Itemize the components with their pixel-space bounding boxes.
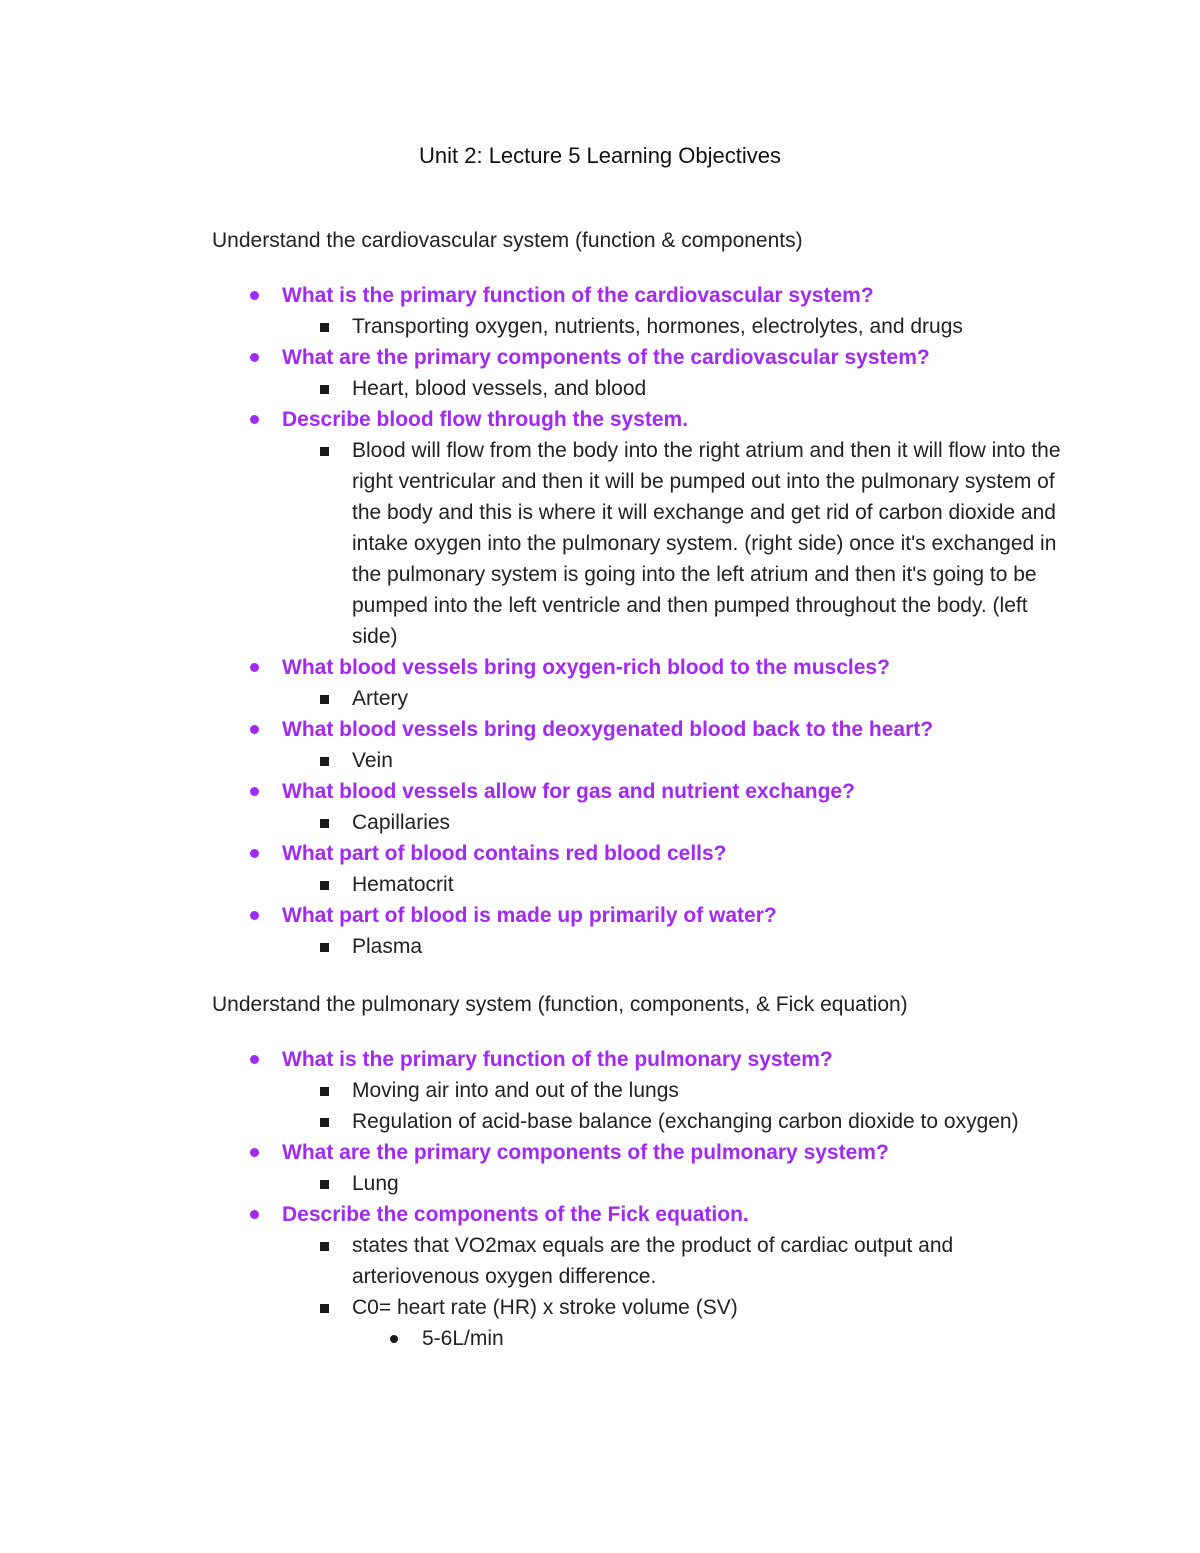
bullet-dot-icon [250,663,259,672]
question-item [212,652,1112,714]
question-text: Describe blood flow through the system. [282,408,689,431]
bullet-square-icon [320,943,329,952]
question-text: What part of blood contains red blood cells? [282,842,727,865]
answer-text: Moving air into and out of the lungs [352,1079,679,1102]
bullet-dot-icon [250,1210,259,1219]
answer-list [282,1230,1112,1354]
question-item [212,280,1112,342]
answer-item [282,1230,1112,1292]
question-item [212,714,1112,776]
answer-text: Lung [352,1172,399,1195]
answer-list [282,1075,1112,1137]
question-item [212,838,1112,900]
section-heading: Understand the cardiovascular system (function & components) [212,229,803,252]
bullet-square-icon [320,385,329,394]
question-text: What is the primary function of the cardiovascular system? [282,284,874,307]
question-item [212,776,1112,838]
sub-answer-item [352,1323,1112,1354]
sub-answer-text: 5-6L/min [422,1327,504,1350]
question-item [212,1199,1112,1354]
answer-list [282,683,1112,714]
answer-text: Regulation of acid-base balance (exchanging carbon dioxide to oxygen) [352,1110,1019,1133]
bullet-dot-icon [250,787,259,796]
question-list [212,280,1112,962]
question-item [212,900,1112,962]
question-text: What are the primary components of the pulmonary system? [282,1141,889,1164]
answer-text: Transporting oxygen, nutrients, hormones, electrolytes, and drugs [352,315,963,338]
answer-item [282,869,1112,900]
bullet-square-icon [320,695,329,704]
bullet-dot-icon [250,415,259,424]
answer-item [282,373,1112,404]
answer-item [282,435,1112,652]
bullet-dot-icon [390,1335,398,1343]
answer-list [282,373,1112,404]
bullet-dot-icon [250,1055,259,1064]
bullet-square-icon [320,1242,329,1251]
bullet-dot-icon [250,725,259,734]
answer-item [282,683,1112,714]
question-item [212,1044,1112,1137]
bullet-dot-icon [250,911,259,920]
bullet-square-icon [320,1118,329,1127]
answer-list [282,869,1112,900]
bullet-square-icon [320,819,329,828]
answer-list [282,435,1112,652]
question-text: What blood vessels bring oxygen-rich blood to the muscles? [282,656,890,679]
section-cardiovascular [212,225,1112,962]
answer-text: Artery [352,687,409,710]
answer-list [282,807,1112,838]
question-text: What blood vessels bring deoxygenated blood back to the heart? [282,718,934,741]
question-item [212,1137,1112,1199]
question-text: What blood vessels allow for gas and nutrient exchange? [282,780,855,803]
question-item [212,342,1112,404]
question-item [212,404,1112,652]
bullet-square-icon [320,447,329,456]
answer-item [282,311,1112,342]
answer-text: Heart, blood vessels, and blood [352,377,647,400]
question-text: Describe the components of the Fick equation. [282,1203,749,1226]
answer-list [282,931,1112,962]
bullet-dot-icon [250,849,259,858]
answer-text: Hematocrit [352,873,454,896]
bullet-square-icon [320,881,329,890]
answer-item [282,1168,1112,1199]
bullet-dot-icon [250,1148,259,1157]
section-heading: Understand the pulmonary system (function, components, & Fick equation) [212,993,908,1016]
question-text: What part of blood is made up primarily of water? [282,904,777,927]
bullet-square-icon [320,1180,329,1189]
bullet-square-icon [320,323,329,332]
question-text: What are the primary components of the cardiovascular system? [282,346,930,369]
answer-text: Plasma [352,935,423,958]
page-title: Unit 2: Lecture 5 Learning Objectives [419,143,781,168]
bullet-square-icon [320,1304,329,1313]
answer-item [282,1075,1112,1106]
bullet-square-icon [320,1087,329,1096]
bullet-dot-icon [250,353,259,362]
answer-item [282,1106,1112,1137]
answer-list [282,1168,1112,1199]
sub-answer-list [352,1323,1112,1354]
answer-list [282,311,1112,342]
answer-item [282,807,1112,838]
question-text: What is the primary function of the pulmonary system? [282,1048,833,1071]
question-list [212,1044,1112,1354]
answer-text: C0= heart rate (HR) x stroke volume (SV) [352,1296,738,1319]
bullet-square-icon [320,757,329,766]
answer-item [282,1292,1112,1354]
section-pulmonary [212,989,1112,1354]
answer-list [282,745,1112,776]
answer-item [282,931,1112,962]
answer-text: Blood will flow from the body into the right atrium and then it will flow into the right ventricular and then it will be pumped out into the pulmonary system of the body and this is where it will exchange and get rid of carbon dioxide and intake oxygen into the pulmonary system. (right side) once it's exchanged in the pulmonary system is going into the left atrium and then it's going to be pumped into the left ventricle and then pumped throughout the body. (left side) [352,439,1061,648]
answer-item [282,745,1112,776]
answer-text: Capillaries [352,811,451,834]
answer-text: Vein [352,749,393,772]
answer-text: states that VO2max equals are the product of cardiac output and arteriovenous oxygen difference. [352,1234,954,1288]
bullet-dot-icon [250,291,259,300]
